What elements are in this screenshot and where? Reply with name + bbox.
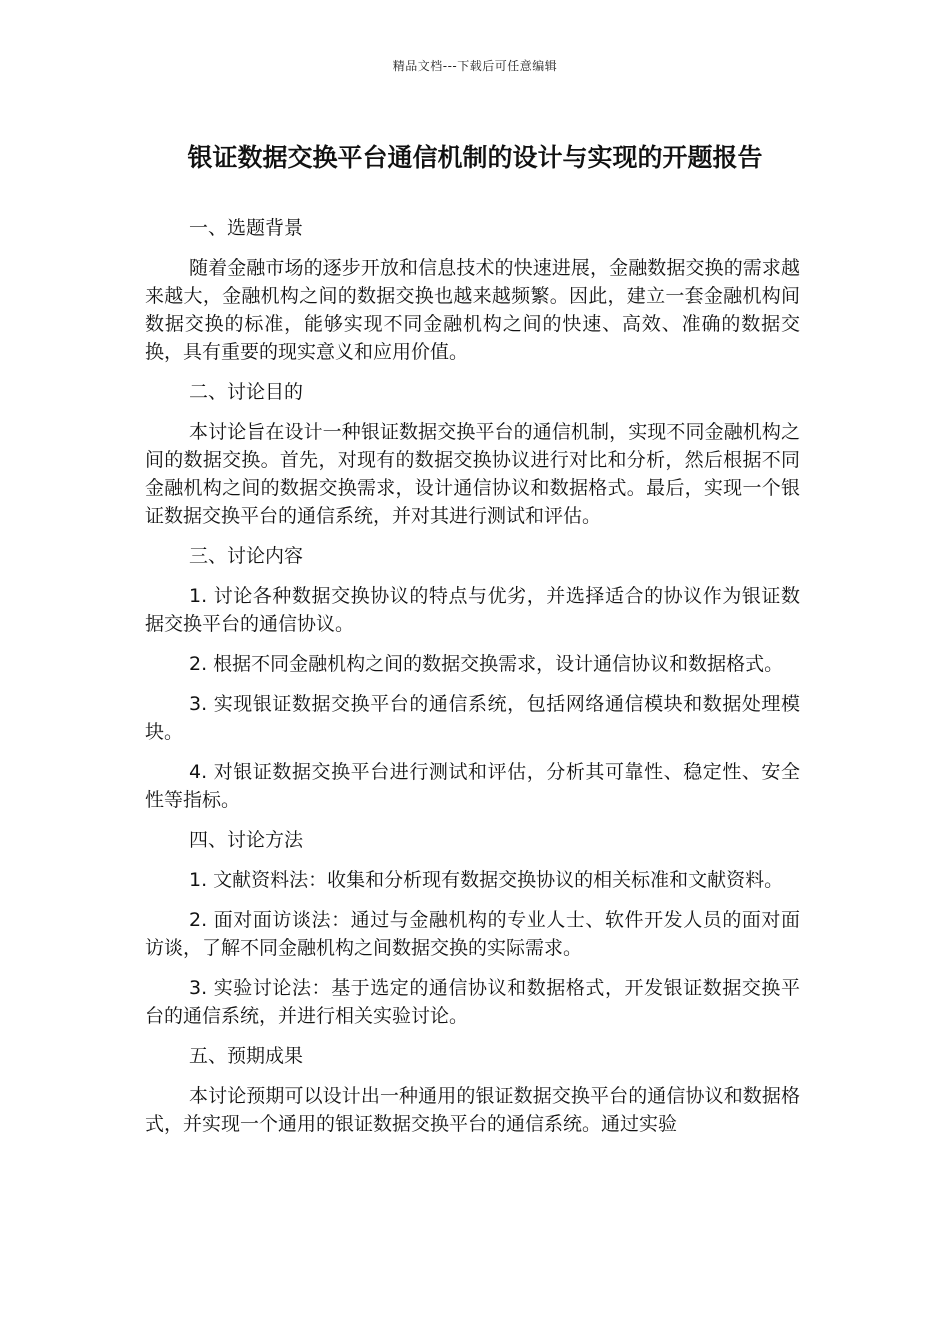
document-body [145, 214, 800, 1150]
section-heading-purpose: 二、讨论目的 [189, 381, 304, 403]
paragraph-background: 随着金融市场的逐步开放和信息技术的快速进展，金融数据交换的需求越来越大，金融机构之间的数据交换也越来越频繁。因此，建立一套金融机构间数据交换的标准，能够实现不同金融机构之间的快速、高效、准确的数据交换，具有重要的现实意义和应用价值。 [145, 257, 800, 363]
paragraph-results: 本讨论预期可以设计出一种通用的银证数据交换平台的通信协议和数据格式，并实现一个通用的银证数据交换平台的通信系统。通过实验 [145, 1085, 800, 1135]
paragraph-purpose: 本讨论旨在设计一种银证数据交换平台的通信机制，实现不同金融机构之间的数据交换。首先，对现有的数据交换协议进行对比和分析，然后根据不同金融机构之间的数据交换需求，设计通信协议和数据格式。最后，实现一个银证数据交换平台的通信系统，并对其进行测试和评估。 [145, 421, 800, 527]
section-heading-results: 五、预期成果 [189, 1045, 304, 1067]
list-item-content-4: 4. 对银证数据交换平台进行测试和评估，分析其可靠性、稳定性、安全性等指标。 [145, 761, 800, 811]
list-item-method-3: 3. 实验讨论法：基于选定的通信协议和数据格式，开发银证数据交换平台的通信系统，并进行相关实验讨论。 [145, 977, 800, 1027]
list-item-content-3: 3. 实现银证数据交换平台的通信系统，包括网络通信模块和数据处理模块。 [145, 693, 800, 743]
header-note: 精品文档---下载后可任意编辑 [392, 59, 558, 73]
section-heading-background: 一、选题背景 [189, 217, 304, 239]
section-heading-content: 三、讨论内容 [189, 545, 304, 567]
list-item-method-2: 2. 面对面访谈法：通过与金融机构的专业人士、软件开发人员的面对面访谈，了解不同金融机构之间数据交换的实际需求。 [145, 909, 800, 959]
list-item-content-1: 1. 讨论各种数据交换协议的特点与优劣，并选择适合的协议作为银证数据交换平台的通信协议。 [145, 585, 800, 635]
list-item-method-1: 1. 文献资料法：收集和分析现有数据交换协议的相关标准和文献资料。 [189, 869, 784, 891]
section-heading-methods: 四、讨论方法 [189, 829, 304, 851]
list-item-content-2: 2. 根据不同金融机构之间的数据交换需求，设计通信协议和数据格式。 [189, 653, 784, 675]
document-title: 银证数据交换平台通信机制的设计与实现的开题报告 [187, 143, 763, 172]
